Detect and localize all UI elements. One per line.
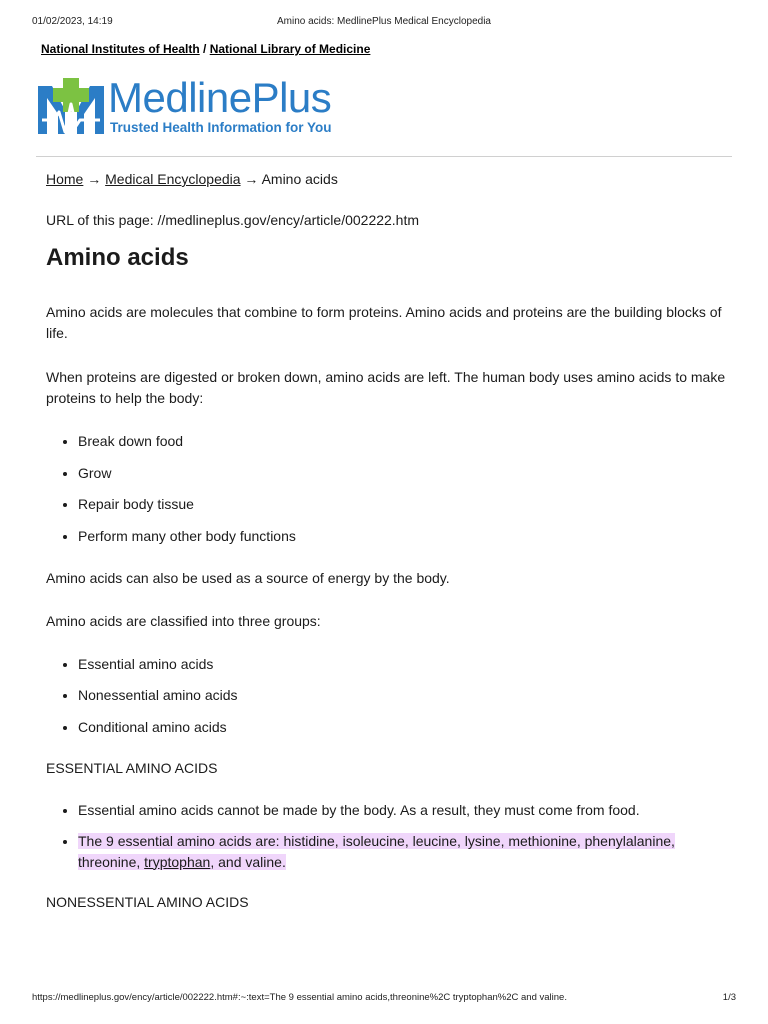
page-number: 1/3	[722, 992, 736, 1003]
list-item: • Grow	[78, 463, 726, 484]
print-header	[32, 16, 736, 30]
logo-brand: MedlinePlus	[108, 74, 332, 121]
breadcrumb-home[interactable]: Home	[46, 171, 84, 187]
tryptophan-link[interactable]: tryptophan	[144, 853, 211, 870]
nih-link[interactable]: National Institutes of Health	[41, 42, 200, 56]
header-divider	[36, 156, 732, 157]
print-footer	[32, 992, 736, 1006]
breadcrumb-arrow: →	[83, 171, 106, 187]
breadcrumb-arrow: →	[240, 171, 262, 187]
list-item-highlighted	[78, 831, 726, 873]
essential-heading: ESSENTIAL AMINO ACIDS	[46, 759, 218, 776]
groups-paragraph: Amino acids are classified into three groups:	[46, 612, 321, 629]
highlight-text-b: , and valine.	[210, 853, 286, 870]
list-item: • Repair body tissue	[78, 494, 726, 515]
groups-list	[46, 654, 726, 738]
medlineplus-logo[interactable]	[38, 76, 358, 146]
breadcrumb-current: Amino acids	[261, 171, 338, 187]
nonessential-heading: NONESSENTIAL AMINO ACIDS	[46, 893, 249, 910]
breadcrumb	[46, 169, 726, 190]
page-url: URL of this page: //medlineplus.gov/ency/article/002222.htm	[46, 212, 420, 228]
logo-tagline: Trusted Health Information for You	[110, 120, 332, 135]
nlm-link[interactable]: National Library of Medicine	[209, 42, 371, 56]
print-page-title: Amino acids: MedlinePlus Medical Encyclopedia	[277, 16, 491, 27]
intro-paragraph: Amino acids are molecules that combine to form proteins. Amino acids and proteins are the building blocks of life.	[46, 304, 722, 341]
list-item: • Nonessential amino acids	[78, 685, 726, 706]
list-item: • Break down food	[78, 431, 726, 452]
list-item: • Essential amino acids cannot be made by the body. As a result, they must come from food.	[78, 800, 726, 821]
essential-list	[46, 800, 726, 873]
print-datetime: 01/02/2023, 14:19	[32, 16, 113, 27]
uses-list	[46, 431, 726, 547]
list-item: • Essential amino acids	[78, 654, 726, 675]
uses-paragraph: When proteins are digested or broken down, amino acids are left. The human body uses amino acids to make proteins to help the body:	[46, 369, 726, 406]
list-item: • Perform many other body functions	[78, 526, 726, 547]
list-item: • Conditional amino acids	[78, 717, 726, 738]
article-content	[46, 169, 726, 913]
agency-separator: /	[199, 42, 210, 56]
highlighted-text	[78, 833, 675, 870]
page-title: Amino acids	[46, 244, 189, 271]
medlineplus-logo-icon	[38, 76, 104, 142]
print-footer-url: https://medlineplus.gov/ency/article/002222.htm#:~:text=The 9 essential amino acids,threonine%2C tryptophan%2C and valine.	[32, 992, 567, 1003]
agency-links	[41, 42, 370, 56]
highlight-text-a: The 9 essential amino acids are: histidine, isoleucine, leucine, lysine, methionine, phenylalanine, threonine,	[78, 832, 675, 870]
breadcrumb-encyclopedia[interactable]: Medical Encyclopedia	[105, 171, 241, 187]
energy-paragraph: Amino acids can also be used as a source of energy by the body.	[46, 569, 450, 586]
